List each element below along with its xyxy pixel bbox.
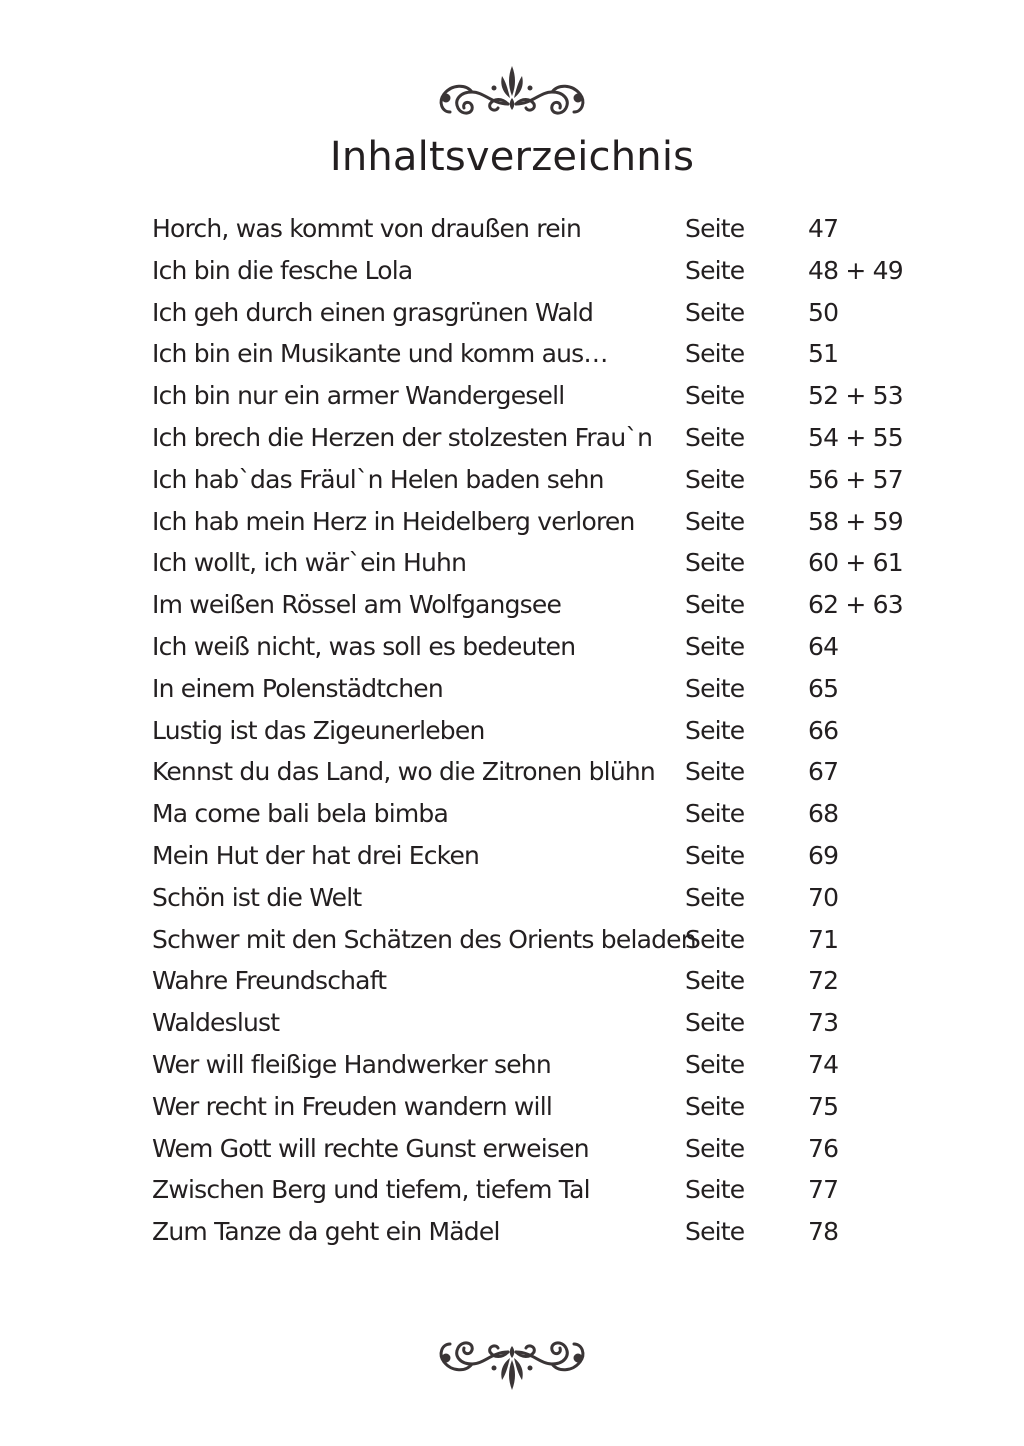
toc-entry-title: Ich bin nur ein armer Wandergesell	[152, 381, 565, 411]
toc-entry-title: Mein Hut der hat drei Ecken	[152, 840, 480, 870]
page-title: Inhaltsverzeichnis	[329, 134, 695, 180]
toc-entry-title: Ich hab mein Herz in Heidelberg verloren	[152, 506, 635, 536]
toc-entry	[152, 751, 912, 793]
toc-entry-page-number: 64	[808, 631, 839, 661]
toc-entry-page-number: 77	[808, 1175, 839, 1205]
floral-flourish-icon	[432, 62, 592, 126]
toc-entry	[152, 1086, 912, 1128]
toc-entry-title: In einem Polenstädtchen	[152, 673, 443, 703]
toc-entry-page-number: 74	[808, 1049, 839, 1079]
toc-entry	[152, 1211, 912, 1253]
toc-entry	[152, 501, 912, 543]
toc-entry-seite-label: Seite	[685, 339, 745, 369]
toc-entry	[152, 584, 912, 626]
toc-entry-seite-label: Seite	[685, 255, 745, 285]
toc-entry-page-number: 70	[808, 882, 839, 912]
toc-entry-title: Lustig ist das Zigeunerleben	[152, 715, 485, 745]
toc-entry-title: Im weißen Rössel am Wolfgangsee	[152, 590, 562, 620]
toc-entry-page-number: 69	[808, 840, 839, 870]
toc-entry-page-number: 71	[808, 924, 839, 954]
toc-entry-title: Horch, was kommt von draußen rein	[152, 214, 581, 243]
toc-entry-seite-label: Seite	[685, 422, 745, 452]
toc-entry	[152, 1169, 912, 1211]
toc-entry-title: Wem Gott will rechte Gunst erweisen	[152, 1133, 589, 1163]
toc-entry	[152, 919, 912, 961]
toc-entry-page-number: 73	[808, 1008, 839, 1038]
toc-entry-page-number: 54 + 55	[808, 422, 903, 452]
toc-entry-seite-label: Seite	[685, 1008, 745, 1038]
toc-entry	[152, 960, 912, 1002]
toc-entry-title: Ma come bali bela bimba	[152, 799, 449, 829]
toc-entry	[152, 626, 912, 668]
toc-entry-page-number: 72	[808, 966, 839, 996]
toc-entry-seite-label: Seite	[685, 506, 745, 536]
toc-entry-title: Wer will fleißige Handwerker sehn	[152, 1049, 551, 1079]
toc-entry-page-number: 75	[808, 1091, 839, 1121]
table-of-contents	[152, 208, 912, 1253]
toc-entry-seite-label: Seite	[685, 1175, 745, 1205]
toc-entry-seite-label: Seite	[685, 1217, 745, 1247]
toc-entry	[152, 292, 912, 334]
toc-entry-seite-label: Seite	[685, 1091, 745, 1121]
toc-entry	[152, 710, 912, 752]
toc-entry	[152, 417, 912, 459]
toc-entry	[152, 1128, 912, 1170]
toc-entry-title: Ich bin ein Musikante und komm aus…	[152, 339, 608, 369]
toc-entry-title: Wahre Freundschaft	[152, 966, 387, 996]
toc-entry-title: Zwischen Berg und tiefem, tiefem Tal	[152, 1175, 590, 1205]
toc-entry	[152, 375, 912, 417]
toc-entry-page-number: 67	[808, 757, 839, 787]
toc-entry-title: Waldeslust	[152, 1008, 280, 1038]
toc-entry-seite-label: Seite	[685, 882, 745, 912]
toc-entry-seite-label: Seite	[685, 590, 745, 620]
toc-entry-page-number: 47	[808, 214, 839, 243]
toc-entry-title: Ich bin die fesche Lola	[152, 255, 413, 285]
toc-entry-page-number: 60 + 61	[808, 548, 903, 578]
toc-entry-title: Kennst du das Land, wo die Zitronen blühn	[152, 757, 655, 787]
toc-entry-title: Zum Tanze da geht ein Mädel	[152, 1217, 500, 1247]
toc-entry-page-number: 68	[808, 799, 839, 829]
toc-entry	[152, 668, 912, 710]
toc-entry-seite-label: Seite	[685, 757, 745, 787]
toc-entry-page-number: 65	[808, 673, 839, 703]
toc-entry-seite-label: Seite	[685, 924, 745, 954]
toc-entry-page-number: 62 + 63	[808, 590, 903, 620]
toc-entry	[152, 1002, 912, 1044]
toc-entry-page-number: 76	[808, 1133, 839, 1163]
toc-entry-title: Ich wollt, ich wär`ein Huhn	[152, 548, 467, 578]
toc-entry-seite-label: Seite	[685, 548, 745, 578]
toc-entry-seite-label: Seite	[685, 840, 745, 870]
toc-entry-seite-label: Seite	[685, 297, 745, 327]
toc-entry	[152, 208, 912, 250]
toc-entry	[152, 542, 912, 584]
toc-entry-seite-label: Seite	[685, 1133, 745, 1163]
toc-entry	[152, 1044, 912, 1086]
toc-entry-seite-label: Seite	[685, 673, 745, 703]
toc-entry-page-number: 78	[808, 1217, 839, 1247]
toc-entry-title: Ich geh durch einen grasgrünen Wald	[152, 297, 594, 327]
toc-entry-page-number: 56 + 57	[808, 464, 903, 494]
toc-entry-title: Wer recht in Freuden wandern will	[152, 1091, 552, 1121]
toc-entry	[152, 877, 912, 919]
toc-entry-seite-label: Seite	[685, 381, 745, 411]
toc-entry-page-number: 58 + 59	[808, 506, 903, 536]
toc-entry-page-number: 48 + 49	[808, 255, 903, 285]
toc-entry-page-number: 66	[808, 715, 839, 745]
toc-entry-title: Ich weiß nicht, was soll es bedeuten	[152, 631, 576, 661]
top-ornament	[432, 62, 592, 126]
toc-entry-title: Schwer mit den Schätzen des Orients beladen	[152, 924, 696, 954]
toc-entry	[152, 333, 912, 375]
toc-entry	[152, 835, 912, 877]
floral-flourish-icon	[432, 1330, 592, 1394]
toc-entry	[152, 459, 912, 501]
toc-entry-seite-label: Seite	[685, 799, 745, 829]
toc-entry-seite-label: Seite	[685, 715, 745, 745]
toc-entry	[152, 250, 912, 292]
toc-entry-title: Schön ist die Welt	[152, 882, 362, 912]
bottom-ornament	[432, 1330, 592, 1394]
toc-entry-page-number: 51	[808, 339, 839, 369]
toc-entry-seite-label: Seite	[685, 464, 745, 494]
toc-entry-title: Ich hab`das Fräul`n Helen baden sehn	[152, 464, 604, 494]
toc-entry-title: Ich brech die Herzen der stolzesten Frau`n	[152, 422, 653, 452]
toc-entry-seite-label: Seite	[685, 1049, 745, 1079]
toc-entry-seite-label: Seite	[685, 214, 745, 243]
toc-entry-seite-label: Seite	[685, 966, 745, 996]
toc-entry-page-number: 50	[808, 297, 839, 327]
toc-entry	[152, 793, 912, 835]
toc-entry-page-number: 52 + 53	[808, 381, 903, 411]
toc-entry-seite-label: Seite	[685, 631, 745, 661]
